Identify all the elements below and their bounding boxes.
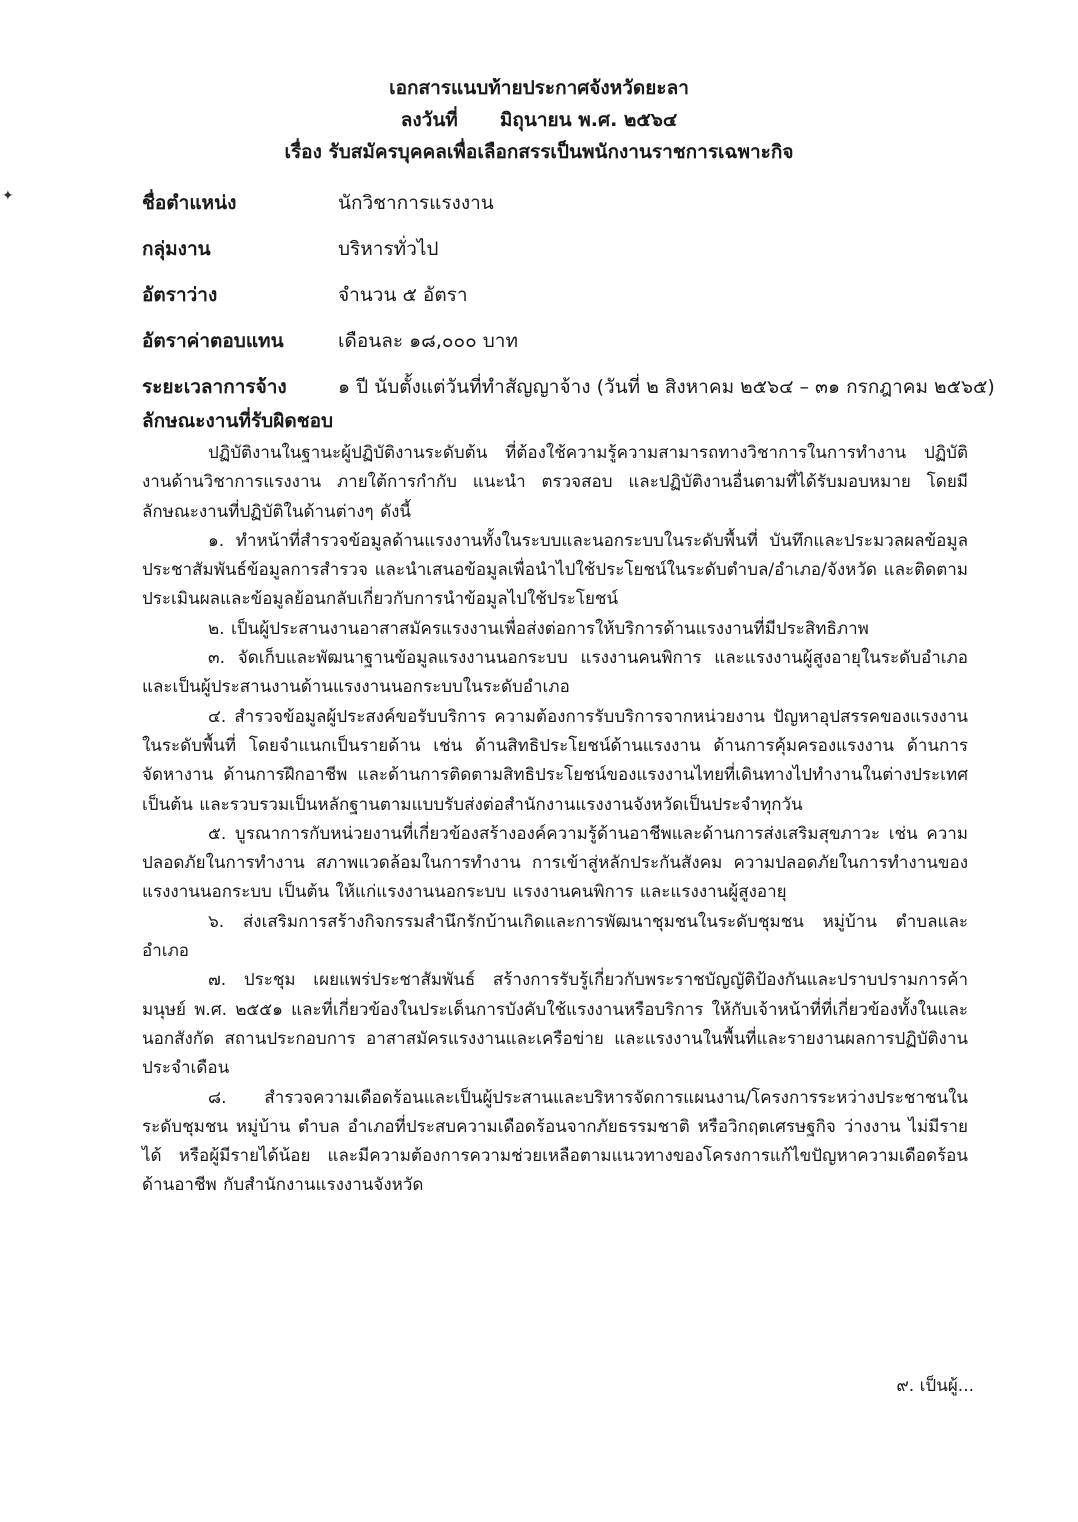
- field-row-group: [142, 226, 1002, 272]
- field-row-employment-period: [142, 364, 1002, 410]
- continuation-marker: ๙. เป็นผู้...: [896, 1376, 974, 1396]
- duties-intro: ปฏิบัติงานในฐานะผู้ปฏิบัติงานระดับต้น ที่ต้องใช้ความรู้ความสามารถทางวิชาการในการทำงาน ปฏิบัติงานด้านวิชาการแรงงาน ภายใต้การกำกับ แนะนำ ตรวจสอบ และปฏิบัติงานอื่นตามที่ได้รับมอบหมาย โดยมีลักษณะงานที่ปฏิบัติในด้านต่างๆ ดังนี้: [142, 443, 968, 522]
- duty-item: ๕. บูรณาการกับหน่วยงานที่เกี่ยวข้องสร้างองค์ความรู้ด้านอาชีพและด้านการส่งเสริมสุขภาวะ เช่น ความปลอดภัยในการทำงาน สภาพแวดล้อมในการทำงาน การเข้าสู่หลักประกันสังคม ความปลอดภัยในการทำงานของแรงงานนอกระบบ เป็นต้น ให้แก่แรงงานนอกระบบ แรงงานคนพิการ และแรงงานผู้สูงอายุ: [142, 823, 968, 903]
- field-value: เดือนละ ๑๘,๐๐๐ บาท: [338, 330, 518, 352]
- margin-mark-icon: ✦: [2, 188, 14, 204]
- date-month-year: มิถุนายน พ.ศ. ๒๕๖๔: [499, 109, 678, 131]
- duties-body: [142, 439, 968, 1201]
- duty-item: ๒. เป็นผู้ประสานงานอาสาสมัครแรงงานเพื่อส่งต่อการให้บริการด้านแรงงานที่มีประสิทธิภาพ: [208, 618, 869, 639]
- document-date: [0, 104, 1078, 136]
- field-label: ระยะเวลาการจ้าง: [142, 376, 287, 398]
- field-label: อัตราค่าตอบแทน: [142, 330, 284, 352]
- position-fields: [142, 180, 1002, 410]
- document-header: [0, 72, 1078, 168]
- date-prefix: ลงวันที่: [400, 109, 458, 131]
- field-row-salary: [142, 318, 1002, 364]
- duty-item: ๓. จัดเก็บและพัฒนาฐานข้อมูลแรงงานนอกระบบ แรงงานคนพิการ และแรงงานผู้สูงอายุในระดับอำเภอ และเป็นผู้ประสานงานด้านแรงงานนอกระบบในระดับอำเภอ: [142, 648, 968, 698]
- field-row-position: [142, 180, 1002, 226]
- field-row-vacancy: [142, 272, 1002, 318]
- duty-item: ๘. สำรวจความเดือดร้อนและเป็นผู้ประสานและบริหารจัดการแผนงาน/โครงการระหว่างประชาชนในระดับชุมชน หมู่บ้าน ตำบล อำเภอที่ประสบความเดือดร้อนจากภัยธรรมชาติ หรือวิกฤตเศรษฐกิจ ว่างงาน ไม่มีรายได้ หรือผู้มีรายได้น้อย และมีความต้องการความช่วยเหลือตามแนวทางของโครงการแก้ไขปัญหาความเดือดร้อนด้านอาชีพ กับสำนักงานแรงงานจังหวัด: [142, 1087, 968, 1196]
- duty-item: ๖. ส่งเสริมการสร้างกิจกรรมสำนึกรักบ้านเกิดและการพัฒนาชุมชนในระดับชุมชน หมู่บ้าน ตำบลและอำเภอ: [142, 911, 968, 962]
- duty-item: ๗. ประชุม เผยแพร่ประชาสัมพันธ์ สร้างการรับรู้เกี่ยวกับพระราชบัญญัติป้องกันและปราบปรามการค้ามนุษย์ พ.ศ. ๒๕๕๑ และที่เกี่ยวข้องในประเด็นการบังคับใช้แรงงานหรือบริการ ให้กับเจ้าหน้าที่ที่เกี่ยวข้องทั้งในและนอกสังกัด สถานประกอบการ อาสาสมัครแรงงานและเครือข่าย และแรงงานในพื้นที่และรายงานผลการปฏิบัติงานประจำเดือน: [142, 970, 968, 1079]
- field-value: บริหารทั่วไป: [338, 238, 439, 260]
- duties-heading: ลักษณะงานที่รับผิดชอบ: [142, 410, 334, 432]
- field-value: นักวิชาการแรงงาน: [338, 192, 494, 214]
- document-subject: เรื่อง รับสมัครบุคคลเพื่อเลือกสรรเป็นพนักงานราชการเฉพาะกิจ: [284, 141, 794, 163]
- field-label: กลุ่มงาน: [142, 238, 211, 260]
- field-value: ๑ ปี นับตั้งแต่วันที่ทำสัญญาจ้าง (วันที่ ๒ สิงหาคม ๒๕๖๔ – ๓๑ กรกฎาคม ๒๕๖๕): [338, 376, 995, 398]
- field-value: จำนวน ๕ อัตรา: [338, 284, 468, 306]
- duty-item: ๔. สำรวจข้อมูลผู้ประสงค์ขอรับบริการ ความต้องการรับบริการจากหน่วยงาน ปัญหาอุปสรรคของแรงงานในระดับพื้นที่ โดยจำแนกเป็นรายด้าน เช่น ด้านสิทธิประโยชน์ด้านแรงงาน ด้านการคุ้มครองแรงงาน ด้านการจัดหางาน ด้านการฝึกอาชีพ และด้านการติดตามสิทธิประโยชน์ของแรงงานไทยที่เดินทางไปทำงานในต่างประเทศ เป็นต้น และรวบรวมเป็นหลักฐานตามแบบรับส่งต่อสำนักงานแรงงานจังหวัดเป็นประจำทุกวัน: [142, 706, 968, 815]
- document-title: เอกสารแนบท้ายประกาศจังหวัดยะลา: [389, 77, 689, 99]
- field-label: ชื่อตำแหน่ง: [142, 192, 237, 214]
- duty-item: ๑. ทำหน้าที่สำรวจข้อมูลด้านแรงงานทั้งในระบบและนอกระบบในระดับพื้นที่ บันทึกและประมวลผลข้อมูล ประชาสัมพันธ์ข้อมูลการสำรวจ และนำเสนอข้อมูลเพื่อนำไปใช้ประโยชน์ในระดับตำบล/อำเภอ/จังหวัด และติดตามประเมินผลและข้อมูลย้อนกลับเกี่ยวกับการนำข้อมูลไปใช้ประโยชน์: [142, 530, 968, 610]
- field-label: อัตราว่าง: [142, 284, 218, 306]
